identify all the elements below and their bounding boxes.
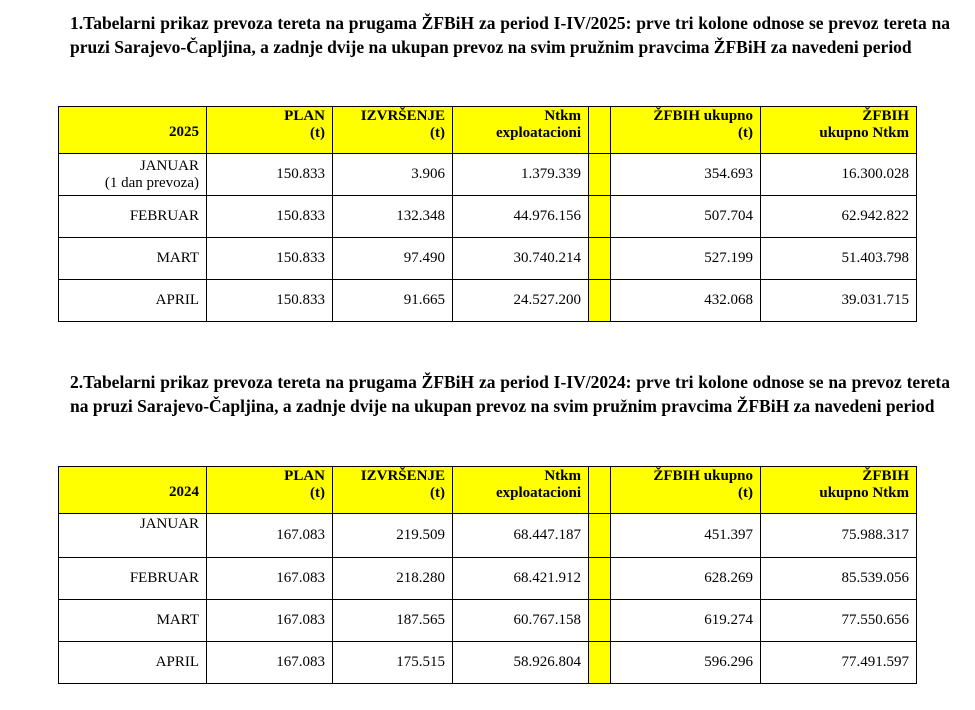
ntkm-header: Ntkm exploatacioni	[453, 107, 589, 154]
zfbih-ntkm-header: ŽFBIH ukupno Ntkm	[761, 107, 917, 154]
month-cell: MART	[59, 600, 207, 642]
table-row	[59, 600, 917, 642]
table-header-row	[59, 467, 917, 514]
zfbih-cell: 596.296	[611, 642, 761, 684]
table-row	[59, 280, 917, 322]
plan-cell: 150.833	[207, 196, 333, 238]
izvrsenje-cell: 97.490	[333, 238, 453, 280]
plan-cell: 167.083	[207, 558, 333, 600]
separator-cell	[589, 154, 611, 196]
table-row	[59, 238, 917, 280]
zfbih-cell: 619.274	[611, 600, 761, 642]
plan-cell: 167.083	[207, 600, 333, 642]
zfbih-header: ŽFBIH ukupno (t)	[611, 107, 761, 154]
zfbih-ntkm-cell: 77.550.656	[761, 600, 917, 642]
izvrsenje-cell: 218.280	[333, 558, 453, 600]
year-header: 2025	[59, 107, 207, 154]
month-cell: FEBRUAR	[59, 558, 207, 600]
month-cell: APRIL	[59, 642, 207, 684]
table-row	[59, 514, 917, 558]
izvrsenje-cell: 91.665	[333, 280, 453, 322]
zfbih-ntkm-cell: 51.403.798	[761, 238, 917, 280]
zfbih-ntkm-cell: 62.942.822	[761, 196, 917, 238]
separator-cell	[589, 196, 611, 238]
table-2025	[58, 106, 917, 322]
izvrsenje-cell: 132.348	[333, 196, 453, 238]
plan-cell: 150.833	[207, 154, 333, 196]
table-row	[59, 642, 917, 684]
year-header: 2024	[59, 467, 207, 514]
plan-cell: 150.833	[207, 280, 333, 322]
section1-heading: 1.Tabelarni prikaz prevoza tereta na prugama ŽFBiH za period I-IV/2025: prve tri kolone odnose se prevoz tereta na pruzi Sarajevo-Čapljina, a zadnje dvije na ukupan prevoz na svim pružnim pravcima ŽFBiH za navedeni period	[70, 13, 950, 57]
plan-header: PLAN (t)	[207, 107, 333, 154]
separator-column	[589, 107, 611, 154]
izvrsenje-cell: 187.565	[333, 600, 453, 642]
ntkm-cell: 1.379.339	[453, 154, 589, 196]
izvrsenje-cell: 3.906	[333, 154, 453, 196]
table-row	[59, 558, 917, 600]
table-row	[59, 196, 917, 238]
zfbih-cell: 507.704	[611, 196, 761, 238]
zfbih-ntkm-cell: 85.539.056	[761, 558, 917, 600]
separator-cell	[589, 642, 611, 684]
zfbih-cell: 451.397	[611, 514, 761, 558]
table-row	[59, 154, 917, 196]
plan-header: PLAN (t)	[207, 467, 333, 514]
zfbih-cell: 432.068	[611, 280, 761, 322]
month-cell: FEBRUAR	[59, 196, 207, 238]
ntkm-cell: 68.421.912	[453, 558, 589, 600]
ntkm-cell: 30.740.214	[453, 238, 589, 280]
month-cell: APRIL	[59, 280, 207, 322]
ntkm-cell: 24.527.200	[453, 280, 589, 322]
izvrsenje-header: IZVRŠENJE (t)	[333, 107, 453, 154]
izvrsenje-header: IZVRŠENJE (t)	[333, 467, 453, 514]
ntkm-cell: 58.926.804	[453, 642, 589, 684]
zfbih-ntkm-header: ŽFBIH ukupno Ntkm	[761, 467, 917, 514]
ntkm-header: Ntkm exploatacioni	[453, 467, 589, 514]
table-2024	[58, 466, 917, 684]
zfbih-header: ŽFBIH ukupno (t)	[611, 467, 761, 514]
zfbih-cell: 527.199	[611, 238, 761, 280]
zfbih-ntkm-cell: 77.491.597	[761, 642, 917, 684]
separator-cell	[589, 280, 611, 322]
separator-column	[589, 467, 611, 514]
izvrsenje-cell: 219.509	[333, 514, 453, 558]
separator-cell	[589, 600, 611, 642]
zfbih-cell: 628.269	[611, 558, 761, 600]
separator-cell	[589, 514, 611, 558]
zfbih-ntkm-cell: 16.300.028	[761, 154, 917, 196]
plan-cell: 150.833	[207, 238, 333, 280]
plan-cell: 167.083	[207, 514, 333, 558]
ntkm-cell: 68.447.187	[453, 514, 589, 558]
ntkm-cell: 44.976.156	[453, 196, 589, 238]
month-cell: JANUAR (1 dan prevoza)	[59, 154, 207, 196]
section2-heading: 2.Tabelarni prikaz prevoza tereta na prugama ŽFBiH za period I-IV/2024: prve tri kolone odnose se na prevoz tereta na pruzi Sarajevo-Čapljina, a zadnje dvije na ukupan prevoz na svim pružnim pravcima ŽFBiH za navedeni period	[70, 372, 950, 416]
separator-cell	[589, 238, 611, 280]
plan-cell: 167.083	[207, 642, 333, 684]
table-header-row	[59, 107, 917, 154]
izvrsenje-cell: 175.515	[333, 642, 453, 684]
zfbih-ntkm-cell: 75.988.317	[761, 514, 917, 558]
zfbih-cell: 354.693	[611, 154, 761, 196]
zfbih-ntkm-cell: 39.031.715	[761, 280, 917, 322]
month-cell: MART	[59, 238, 207, 280]
separator-cell	[589, 558, 611, 600]
ntkm-cell: 60.767.158	[453, 600, 589, 642]
month-cell: JANUAR	[59, 514, 207, 558]
